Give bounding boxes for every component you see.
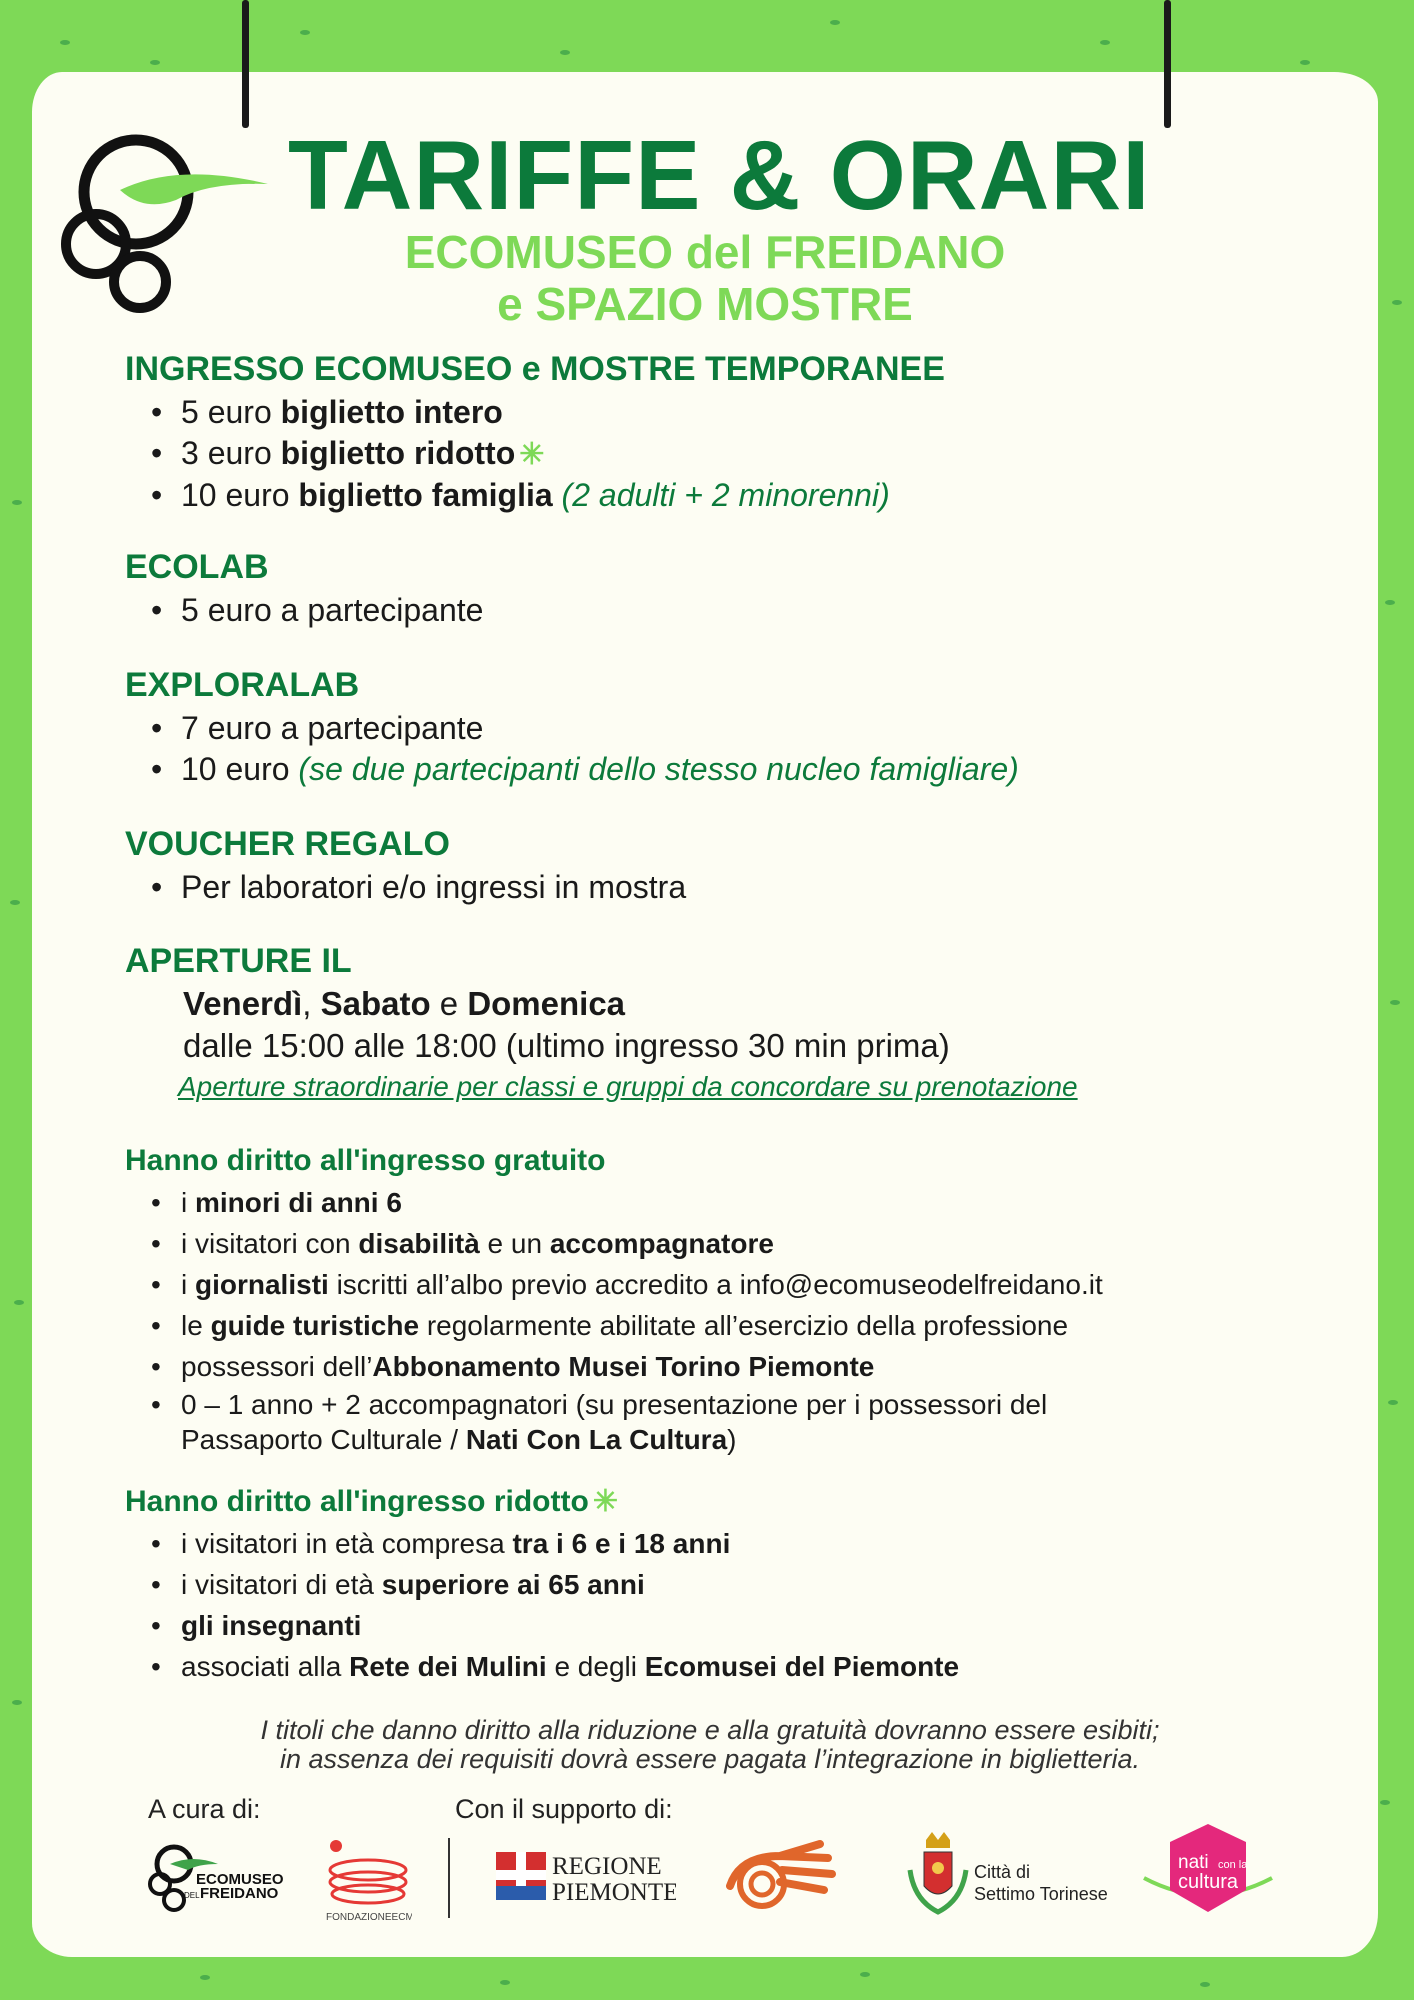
section-heading: APERTURE IL	[125, 942, 352, 980]
list-item: • 3 euro biglietto ridotto ✳	[125, 433, 945, 475]
list-item: • le guide turistiche regolarmente abilitate all’esercizio della professione	[125, 1305, 1103, 1346]
section-heading: EXPLORALAB	[125, 666, 360, 704]
section-voucher	[125, 825, 686, 908]
section-gratuito	[125, 1144, 1103, 1457]
supported-by-label: Con il supporto di:	[455, 1794, 673, 1824]
logo-nati-con-la-cultura	[1142, 1820, 1274, 1920]
ecomuseo-logo-icon	[58, 122, 278, 322]
coat-of-arms-icon	[900, 1830, 1120, 1922]
list-item: • i giornalisti iscritti all’albo previo accredito a info@ecomuseodelfreidano.it	[125, 1264, 1103, 1305]
svg-text:cultura: cultura	[1178, 1871, 1239, 1893]
section-ecolab	[125, 548, 483, 631]
logo-ecomuseo	[148, 1842, 298, 1914]
list-item: • 0 – 1 anno + 2 accompagnatori (su presentazione per i possessori del Passaporto Culturale / Nati Con La Cultura)	[125, 1387, 1103, 1457]
svg-text:con la: con la	[1218, 1859, 1248, 1871]
svg-text:Settimo Torinese: Settimo Torinese	[974, 1884, 1108, 1904]
page-title: TARIFFE & ORARI	[288, 120, 1151, 230]
section-heading: Hanno diritto all'ingresso gratuito	[125, 1144, 606, 1177]
section-aperture	[125, 942, 1078, 1103]
special-openings-link[interactable]: Aperture straordinarie per classi e gruppi da concordare su prenotazione	[178, 1071, 1078, 1102]
hand-spiral-logo-icon	[720, 1836, 840, 1916]
regione-piemonte-logo-icon	[496, 1848, 676, 1904]
list-item: • 5 euro biglietto intero	[125, 392, 945, 433]
svg-text:DEL: DEL	[184, 1891, 200, 1900]
list-item: • 5 euro a partecipante	[125, 590, 483, 631]
divider	[448, 1838, 450, 1918]
list-item: • 7 euro a partecipante	[125, 708, 1019, 749]
logo-ecomusei-piemonte	[720, 1836, 840, 1916]
list-item: • i visitatori di età superiore ai 65 anni	[125, 1564, 959, 1605]
list-item: • i minori di anni 6	[125, 1182, 1103, 1223]
requirements-note: I titoli che danno diritto alla riduzione e alla gratuità dovranno essere esibiti; in assenza dei requisiti dovrà essere pagata l’integrazione in biglietteria.	[260, 1715, 1160, 1774]
list-item: • associati alla Rete dei Mulini e degli Ecomusei del Piemonte	[125, 1646, 959, 1687]
svg-text:FREIDANO: FREIDANO	[200, 1885, 279, 1902]
svg-text:nati: nati	[1178, 1852, 1209, 1873]
asterisk-icon: ✳	[592, 1485, 618, 1518]
section-heading: INGRESSO ECOMUSEO e MOSTRE TEMPORANEE	[125, 350, 945, 388]
nati-con-la-cultura-logo-icon	[1142, 1820, 1274, 1920]
asterisk-icon: ✳	[519, 438, 545, 471]
list-item: • i visitatori in età compresa tra i 6 e i 18 anni	[125, 1523, 959, 1564]
curated-by-label: A cura di:	[148, 1794, 261, 1824]
svg-text:REGIONE: REGIONE	[552, 1853, 662, 1880]
section-heading: VOUCHER REGALO	[125, 825, 450, 863]
logo-citta-settimo	[900, 1830, 1120, 1922]
page-subtitle: ECOMUSEO del FREIDANO e SPAZIO MOSTRE	[404, 226, 1006, 330]
section-ridotto	[125, 1484, 959, 1687]
svg-text:PIEMONTE: PIEMONTE	[552, 1879, 676, 1904]
section-heading: Hanno diritto all'ingresso ridotto ✳	[125, 1485, 618, 1518]
section-heading: ECOLAB	[125, 548, 269, 586]
ecomuseo-logo-icon	[148, 1842, 298, 1914]
opening-hours: dalle 15:00 alle 18:00 (ultimo ingresso 30 min prima)	[183, 1027, 950, 1064]
section-exploralab	[125, 666, 1019, 790]
list-item: • 10 euro biglietto famiglia (2 adulti + 2 minorenni)	[125, 475, 945, 516]
section-ingresso	[125, 350, 945, 516]
logo-regione-piemonte	[496, 1848, 676, 1904]
list-item: • Per laboratori e/o ingressi in mostra	[125, 867, 686, 908]
list-item: • i visitatori con disabilità e un accompagnatore	[125, 1223, 1103, 1264]
opening-days: Venerdì, Sabato e Domenica	[183, 985, 626, 1022]
list-item: • 10 euro (se due partecipanti dello stesso nucleo famigliare)	[125, 749, 1019, 790]
list-item: • possessori dell’Abbonamento Musei Torino Piemonte	[125, 1346, 1103, 1387]
svg-text:FONDAZIONEECM: FONDAZIONEECM	[326, 1912, 412, 1923]
svg-text:ECOMUSEO: ECOMUSEO	[196, 1871, 284, 1888]
list-item: • gli insegnanti	[125, 1605, 959, 1646]
fondazione-ecm-logo-icon	[322, 1836, 412, 1926]
logo-fondazione-ecm	[322, 1836, 412, 1926]
svg-text:Città di: Città di	[974, 1862, 1031, 1882]
